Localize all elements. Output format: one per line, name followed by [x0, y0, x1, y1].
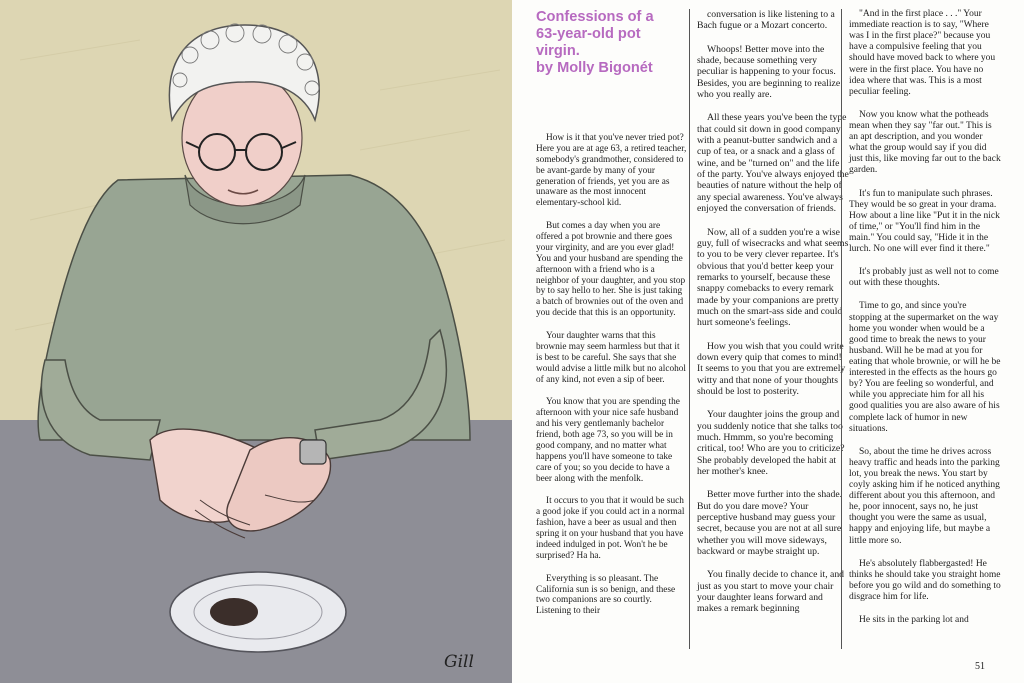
paragraph: It's probably just as well not to come out with these thoughts.	[849, 267, 999, 289]
paragraph: He's absolutely flabbergasted! He thinks he should take you straight home before you go wild and do something to disgrace him for life.	[849, 558, 1001, 603]
paragraph: It's fun to manipulate such phrases. They would be so great in your drama. How about a line like "Put it in the nick of time," or "You'll find him in the main." You could say, "Hide it in the lurch. No one will ever find it there."	[849, 188, 1000, 255]
title-line-1: Confessions of a	[536, 9, 654, 25]
paragraph: You know that you are spending the afternoon with your nice safe husband and his very gentlemanly bachelor friend, both age 73, so you will be in good company, and no matter what happens you'll have someone to take care of you; so you decide to have a beer along with the menfolk.	[536, 397, 680, 484]
column-divider	[841, 9, 842, 649]
wristwatch	[300, 440, 326, 464]
text-column-1	[536, 133, 688, 629]
paragraph: How is it that you've never tried pot? Here you are at age 63, a retired teacher, somebody's grandmother, considered to be avant-garde by many of your generation of friends, yet you are as unaware as the most innocent elementary-school kid.	[536, 133, 687, 209]
paragraph: Now you know what the potheads mean when they say "far out." This is an apt description, and you wonder what the group would say if you did just this, like moving far out to the back garden.	[849, 109, 1001, 176]
page-number: 51	[975, 661, 985, 672]
paragraph: Your daughter joins the group and you suddenly notice that she talks too much. Hmmm, so you're becoming critical, too! Who are you to criticize? She probably developed the habit at her mother's knee.	[697, 409, 845, 478]
paragraph: You finally decide to chance it, and just as you start to move your chair your daughter leans forward and makes a remark beginning	[697, 569, 845, 615]
title-line-2: 63-year-old pot virgin.	[536, 26, 641, 59]
paragraph: conversation is like listening to a Bach fugue or a Mozart concerto.	[697, 9, 835, 32]
text-column-2	[697, 9, 849, 627]
paragraph: So, about the time he drives across heavy traffic and heads into the parking lot, you break the news. You start by coyly asking him if he noticed anything different about you this afternoon, and he, poor innocent, says no, he just thought you were the same as usual, happy and enjoying life, but maybe a little more so.	[849, 446, 1000, 546]
text-column-3	[849, 9, 1001, 638]
paragraph: All these years you've been the type that could sit down in good company with a peanut-butter sandwich and a cup of tea, or a snack and a glass of wine, and be "turned on" and the life of the party. You've always enjoyed the beauties of nature without the help of any special awareness. You've always enjoyed the conversation of friends.	[697, 112, 849, 215]
paragraph: Now, all of a sudden you're a wise guy, full of wisecracks and what seems to you to be very clever repartee. It's obvious that you'd better keep your remarks to yourself, because these snappy comebacks to every remark made by your companions are pretty much on the smart-ass side and could hurt someone's feelings.	[697, 226, 849, 329]
brownie	[210, 598, 258, 626]
artist-signature: Gill	[444, 652, 474, 672]
column-divider	[689, 9, 690, 649]
article-title	[536, 9, 686, 77]
paragraph: Better move further into the shade. But do you dare move? Your perceptive husband may guess your secret, because you are not at all sure whether you will move sideways, backward or maybe straight up.	[697, 489, 843, 558]
paragraph: It occurs to you that it would be such a good joke if you could act in a normal fashion, have a beer as usual and then spring it on your husband that you have indeed indulged in pot. Won't he be surprised? Ha ha.	[536, 496, 685, 561]
paragraph: How you wish that you could write down every quip that comes to mind! It seems to you that you are extremely witty and that none of your thoughts should be lost to posterity.	[697, 340, 846, 397]
paragraph: Time to go, and since you're stopping at the supermarket on the way home you wonder when would be a good time to break the news to your husband. Will he be mad at you for eating that whole brownie, or will he be interested in the effects as the hours go by? You are feeling so wonderful, and while you appreciate him for all his good qualities you are also aware of his complete lack of humor in new situations.	[849, 301, 1001, 434]
paragraph: "And in the first place . . ." Your immediate reaction is to say, "Where was I in the first place?" because you have a compulsive feeling that you should have moved back to where you were in the first place. You have no idea where that was. This is a most peculiar feeling.	[849, 9, 996, 97]
paragraph: Your daughter warns that this brownie may seem harmless but that it is best to be careful. She says that she would advise a little milk but no alcohol of any kind, not even a sip of beer.	[536, 331, 687, 385]
paragraph: Whoops! Better move into the shade, because something very peculiar is happening to your focus. Besides, you are beginning to realize who you really are.	[697, 43, 841, 101]
byline: by Molly Bigonét	[536, 60, 653, 76]
paragraph: He sits in the parking lot and	[859, 615, 969, 626]
paragraph: Everything is so pleasant. The California sun is so benign, and these two companions are so courtly. Listening to their	[536, 573, 676, 617]
paragraph: But comes a day when you are offered a pot brownie and there goes your virginity, and are you ever glad! You and your husband are spending the afternoon with a friend who is a neighbor of your daughter, and you stop by to say hello to her. She is just taking a batch of brownies out of the oven and you decide that this is an opportunity.	[536, 221, 686, 319]
